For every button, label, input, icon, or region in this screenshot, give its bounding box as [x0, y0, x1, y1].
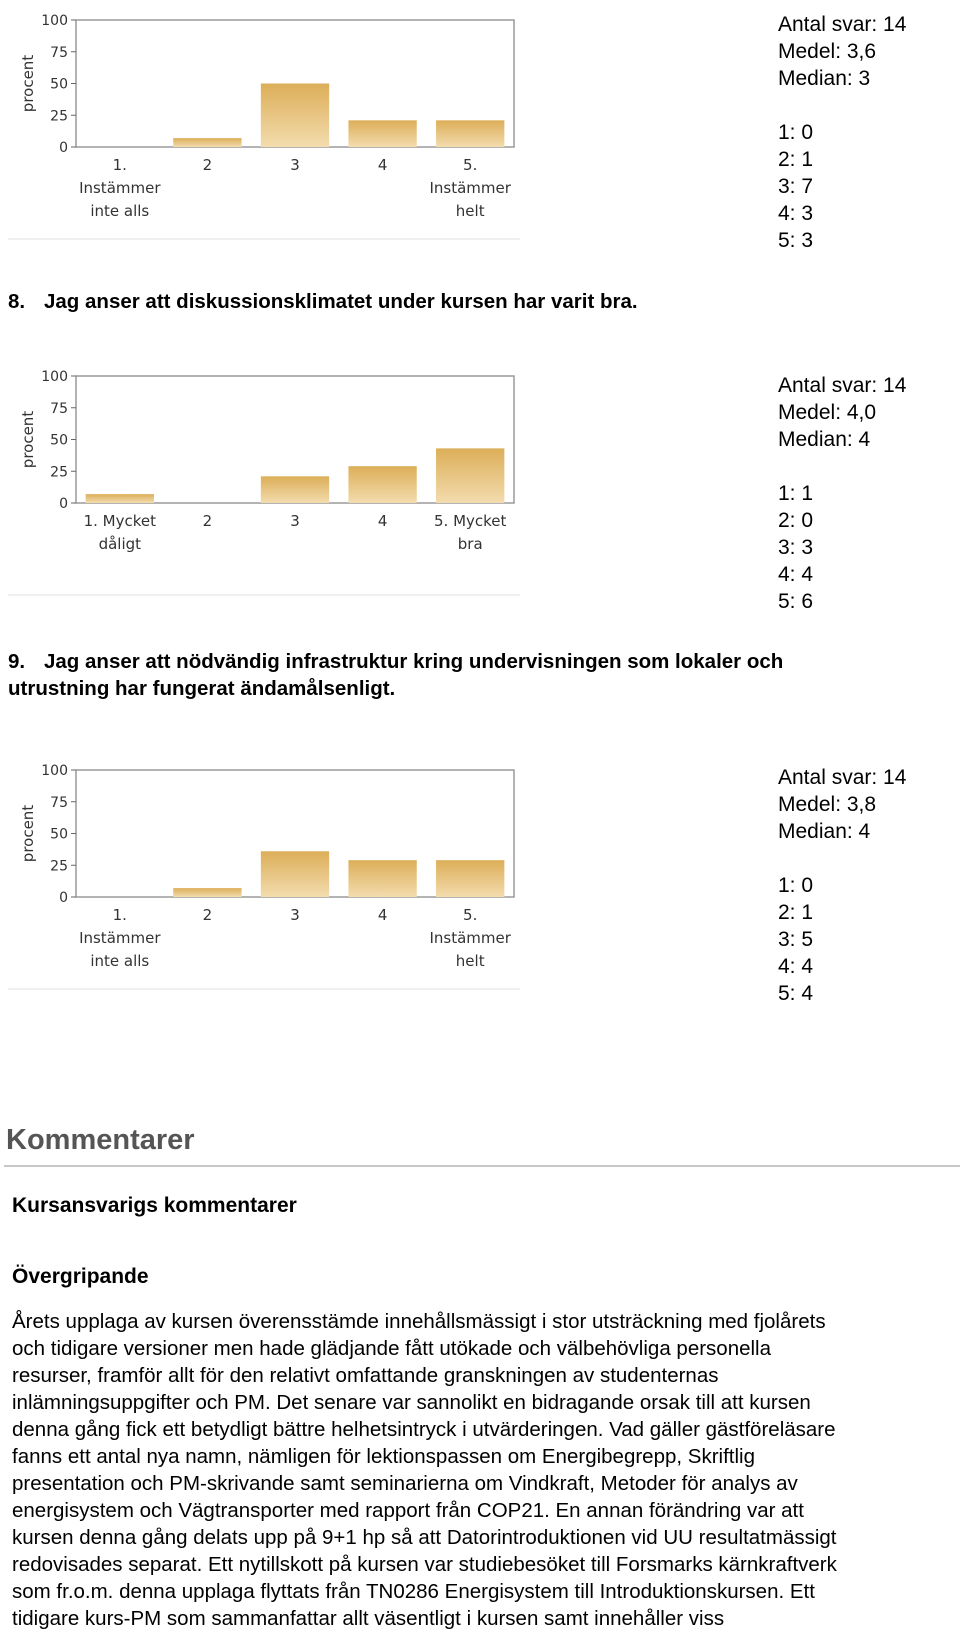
bar [436, 120, 504, 147]
y-tick-label: 25 [50, 108, 68, 125]
stats-count-2: 2: 1 [778, 148, 814, 171]
stats-median: Median: 4 [778, 428, 871, 451]
x-tick-label: 5. [463, 906, 478, 924]
comment-line: som fr.o.m. denna upplaga flyttats från TN0286 Energisystem till Introduktionskursen. Ett [12, 1580, 815, 1603]
stats-antal: Antal svar: 14 [778, 13, 907, 36]
stats-medel: Medel: 3,6 [778, 40, 877, 63]
x-tick-label: 5. Mycket [433, 512, 507, 530]
x-tick-label: 4 [377, 156, 388, 174]
stats-count-4: 4: 4 [778, 563, 814, 586]
stats-count-3: 3: 7 [778, 175, 814, 198]
x-tick-label: 3 [290, 906, 300, 924]
comment-line: tidigare kurs-PM som sammanfattar allt väsentligt i kursen samt innehåller viss [12, 1607, 725, 1630]
bar [173, 138, 241, 147]
stats-count-1: 1: 0 [778, 874, 814, 897]
stats-q7 [778, 11, 906, 254]
x-tick-sublabel: helt [455, 952, 485, 970]
y-tick-label: 50 [50, 826, 68, 843]
y-tick-label: 0 [59, 890, 68, 906]
stats-count-4: 4: 3 [778, 202, 814, 225]
question-8 [8, 288, 938, 315]
bar [436, 448, 504, 503]
comment-line: denna gång fick ett betydligt bättre helhetsintryck i utvärderingen. Vad gäller gästföreläsare [12, 1418, 836, 1441]
y-tick-label: 50 [50, 432, 68, 449]
x-tick-label: 4 [377, 906, 388, 924]
y-tick-label: 75 [50, 794, 68, 811]
x-tick-sublabel: inte alls [90, 952, 150, 970]
x-tick-label: 3 [290, 512, 300, 530]
comment-body [12, 1308, 947, 1632]
stats-count-5: 5: 4 [778, 982, 814, 1005]
stats-count-1: 1: 0 [778, 121, 814, 144]
comment-line: inlämningsuppgifter och PM. Det senare var sannolikt en bidragande orsak till att kursen [12, 1391, 811, 1414]
question-text-line2: utrustning har fungerat ändamålsenligt. [8, 677, 396, 700]
stats-median: Median: 3 [778, 67, 871, 90]
x-tick-sublabel: dåligt [98, 535, 142, 553]
stats-medel: Medel: 4,0 [778, 401, 877, 424]
y-tick-label: 100 [41, 369, 68, 385]
stats-antal: Antal svar: 14 [778, 374, 907, 397]
bar [436, 860, 504, 897]
comment-line: Årets upplaga av kursen överensstämde innehållsmässigt i stor utsträckning med fjolårets [12, 1310, 826, 1333]
bar [261, 851, 329, 897]
y-tick-label: 75 [50, 44, 68, 61]
stats-count-3: 3: 5 [778, 928, 814, 951]
y-axis-label: procent [19, 54, 37, 113]
stats-count-5: 5: 3 [778, 229, 814, 252]
comment-line: resurser, framför allt för den relativt omfattande granskningen av studenternas [12, 1364, 719, 1387]
question-text-line1: Jag anser att nödvändig infrastruktur kring undervisningen som lokaler och [44, 650, 784, 673]
bar [261, 476, 329, 503]
comment-line: energisystem och Vägtransporter med rapport från COP21. En annan förändring var att [12, 1499, 804, 1522]
y-tick-label: 100 [41, 763, 68, 779]
x-tick-label: 5. [463, 156, 478, 174]
x-tick-label: 1. [112, 156, 127, 174]
chart-q8 [8, 361, 520, 596]
x-tick-label: 3 [290, 156, 300, 174]
y-tick-label: 25 [50, 858, 68, 875]
comments-subheading: Kursansvarigs kommentarer [12, 1194, 297, 1217]
comment-line: kursen denna gång delats upp på 9+1 hp så att Datorintroduktionen vid UU resultatmässigt [12, 1526, 837, 1549]
question-9 [8, 648, 938, 702]
x-tick-label: 1. Mycket [83, 512, 157, 530]
y-axis-label: procent [19, 410, 37, 469]
bar [173, 888, 241, 897]
y-tick-label: 75 [50, 400, 68, 417]
comment-line: presentation och PM-skrivande samt seminarierna om Vindkraft, Metoder för analys av [12, 1472, 798, 1495]
question-number: 8. [8, 290, 26, 313]
x-tick-label: 2 [202, 156, 213, 174]
question-text: Jag anser att diskussionsklimatet under kursen har varit bra. [44, 290, 638, 313]
stats-count-4: 4: 4 [778, 955, 814, 978]
stats-median: Median: 4 [778, 820, 871, 843]
x-tick-sublabel: Instämmer [429, 179, 511, 197]
comment-line: och tidigare versioner men hade glädjande fått utökade och välbehövliga personella [12, 1337, 772, 1360]
x-tick-sublabel: Instämmer [79, 179, 161, 197]
stats-count-3: 3: 3 [778, 536, 814, 559]
comment-line: redovisades separat. Ett nytillskott på kursen var studiebesöket till Forsmarks kärnkraftverk [12, 1553, 837, 1576]
y-tick-label: 100 [41, 13, 68, 29]
y-tick-label: 0 [59, 140, 68, 156]
stats-count-5: 5: 6 [778, 590, 814, 613]
y-axis-label: procent [19, 804, 37, 863]
x-tick-sublabel: Instämmer [79, 929, 161, 947]
section-heading: Övergripande [12, 1265, 149, 1288]
comments-heading: Kommentarer [6, 1124, 195, 1156]
stats-count-2: 2: 1 [778, 901, 814, 924]
bar [261, 84, 329, 148]
chart-q9 [8, 755, 520, 990]
stats-q9 [778, 764, 906, 1007]
x-tick-sublabel: inte alls [90, 202, 150, 220]
x-tick-sublabel: bra [457, 535, 483, 553]
chart-q7 [8, 5, 520, 240]
bar [348, 466, 416, 503]
x-tick-label: 2 [202, 512, 213, 530]
y-tick-label: 0 [59, 496, 68, 512]
heading-divider [4, 1165, 960, 1167]
comment-line: fanns ett antal nya namn, nämligen för lektionspassen om Energibegrepp, Skriftlig [12, 1445, 755, 1468]
stats-medel: Medel: 3,8 [778, 793, 877, 816]
x-tick-label: 1. [112, 906, 127, 924]
x-tick-sublabel: Instämmer [429, 929, 511, 947]
x-tick-label: 4 [377, 512, 388, 530]
y-tick-label: 25 [50, 464, 68, 481]
stats-q8 [778, 372, 906, 615]
question-number: 9. [8, 650, 26, 673]
stats-count-2: 2: 0 [778, 509, 814, 532]
bar [348, 860, 416, 897]
x-tick-sublabel: helt [455, 202, 485, 220]
bar [86, 494, 154, 503]
y-tick-label: 50 [50, 76, 68, 93]
stats-count-1: 1: 1 [778, 482, 814, 505]
stats-antal: Antal svar: 14 [778, 766, 907, 789]
x-tick-label: 2 [202, 906, 213, 924]
bar [348, 120, 416, 147]
